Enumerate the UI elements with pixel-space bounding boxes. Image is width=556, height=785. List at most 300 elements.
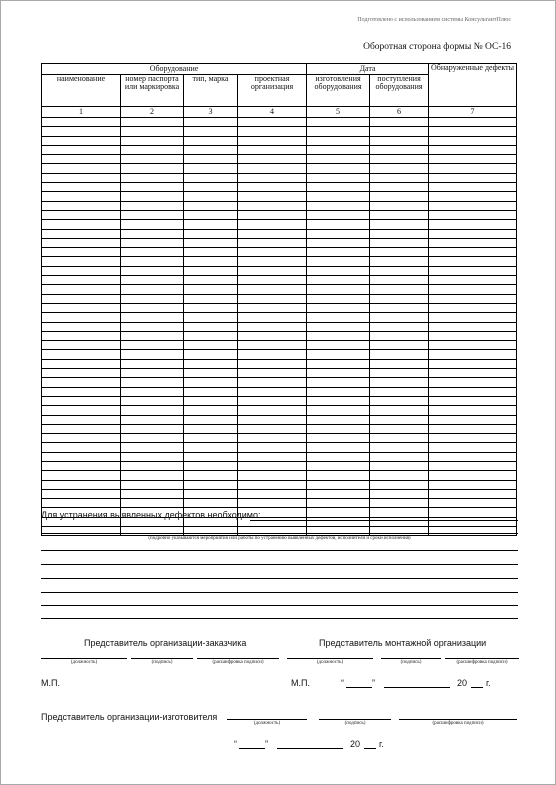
table-cell[interactable] — [307, 461, 370, 470]
table-cell[interactable] — [307, 415, 370, 424]
table-cell[interactable] — [429, 183, 517, 192]
table-cell[interactable] — [121, 183, 184, 192]
table-cell[interactable] — [370, 266, 429, 275]
table-cell[interactable] — [238, 201, 307, 210]
table-cell[interactable] — [121, 313, 184, 322]
table-cell[interactable] — [370, 443, 429, 452]
table-cell[interactable] — [184, 118, 238, 127]
table-cell[interactable] — [42, 192, 121, 201]
table-cell[interactable] — [184, 489, 238, 498]
table-cell[interactable] — [42, 378, 121, 387]
table-cell[interactable] — [429, 471, 517, 480]
table-cell[interactable] — [429, 527, 517, 536]
table-cell[interactable] — [238, 220, 307, 229]
table-cell[interactable] — [370, 164, 429, 173]
table-cell[interactable] — [307, 257, 370, 266]
table-cell[interactable] — [184, 155, 238, 164]
table-cell[interactable] — [238, 136, 307, 145]
table-cell[interactable] — [184, 415, 238, 424]
table-cell[interactable] — [184, 527, 238, 536]
table-cell[interactable] — [307, 499, 370, 508]
table-cell[interactable] — [370, 415, 429, 424]
table-cell[interactable] — [121, 220, 184, 229]
table-cell[interactable] — [184, 303, 238, 312]
table-cell[interactable] — [184, 369, 238, 378]
table-cell[interactable] — [307, 276, 370, 285]
table-cell[interactable] — [238, 322, 307, 331]
table-cell[interactable] — [121, 461, 184, 470]
table-cell[interactable] — [42, 248, 121, 257]
table-cell[interactable] — [184, 276, 238, 285]
table-cell[interactable] — [429, 387, 517, 396]
table-cell[interactable] — [42, 303, 121, 312]
table-cell[interactable] — [238, 434, 307, 443]
table-cell[interactable] — [307, 285, 370, 294]
table-cell[interactable] — [121, 229, 184, 238]
table-cell[interactable] — [184, 201, 238, 210]
table-cell[interactable] — [238, 118, 307, 127]
table-cell[interactable] — [238, 303, 307, 312]
table-cell[interactable] — [121, 387, 184, 396]
table-cell[interactable] — [429, 266, 517, 275]
table-cell[interactable] — [121, 136, 184, 145]
table-cell[interactable] — [307, 387, 370, 396]
table-cell[interactable] — [238, 406, 307, 415]
table-cell[interactable] — [429, 145, 517, 154]
table-cell[interactable] — [370, 155, 429, 164]
table-cell[interactable] — [184, 313, 238, 322]
table-cell[interactable] — [238, 331, 307, 340]
table-cell[interactable] — [42, 415, 121, 424]
table-cell[interactable] — [238, 396, 307, 405]
table-cell[interactable] — [238, 452, 307, 461]
table-cell[interactable] — [429, 508, 517, 517]
table-cell[interactable] — [121, 322, 184, 331]
table-cell[interactable] — [307, 248, 370, 257]
table-cell[interactable] — [184, 192, 238, 201]
table-cell[interactable] — [184, 443, 238, 452]
table-cell[interactable] — [42, 220, 121, 229]
table-cell[interactable] — [42, 183, 121, 192]
table-cell[interactable] — [238, 424, 307, 433]
table-cell[interactable] — [184, 378, 238, 387]
table-cell[interactable] — [42, 443, 121, 452]
table-cell[interactable] — [370, 285, 429, 294]
table-cell[interactable] — [370, 331, 429, 340]
table-cell[interactable] — [42, 164, 121, 173]
table-cell[interactable] — [121, 434, 184, 443]
table-cell[interactable] — [121, 276, 184, 285]
table-cell[interactable] — [238, 266, 307, 275]
table-cell[interactable] — [238, 480, 307, 489]
table-cell[interactable] — [184, 424, 238, 433]
table-cell[interactable] — [429, 285, 517, 294]
table-cell[interactable] — [238, 276, 307, 285]
table-cell[interactable] — [307, 229, 370, 238]
table-cell[interactable] — [307, 369, 370, 378]
table-cell[interactable] — [121, 378, 184, 387]
table-cell[interactable] — [429, 155, 517, 164]
table-cell[interactable] — [42, 331, 121, 340]
table-cell[interactable] — [429, 294, 517, 303]
table-cell[interactable] — [307, 155, 370, 164]
table-cell[interactable] — [238, 499, 307, 508]
table-cell[interactable] — [370, 210, 429, 219]
table-cell[interactable] — [370, 406, 429, 415]
table-cell[interactable] — [42, 155, 121, 164]
table-cell[interactable] — [121, 155, 184, 164]
table-cell[interactable] — [370, 350, 429, 359]
table-cell[interactable] — [370, 341, 429, 350]
table-cell[interactable] — [307, 517, 370, 526]
table-cell[interactable] — [184, 471, 238, 480]
table-cell[interactable] — [370, 220, 429, 229]
table-cell[interactable] — [42, 359, 121, 368]
table-cell[interactable] — [121, 285, 184, 294]
table-cell[interactable] — [429, 127, 517, 136]
table-cell[interactable] — [307, 164, 370, 173]
table-cell[interactable] — [307, 313, 370, 322]
table-cell[interactable] — [42, 173, 121, 182]
table-cell[interactable] — [307, 201, 370, 210]
table-cell[interactable] — [121, 173, 184, 182]
table-cell[interactable] — [307, 145, 370, 154]
table-cell[interactable] — [238, 294, 307, 303]
table-cell[interactable] — [370, 136, 429, 145]
table-cell[interactable] — [42, 527, 121, 536]
table-cell[interactable] — [307, 341, 370, 350]
table-cell[interactable] — [121, 489, 184, 498]
table-cell[interactable] — [429, 164, 517, 173]
table-cell[interactable] — [121, 266, 184, 275]
table-cell[interactable] — [370, 461, 429, 470]
table-cell[interactable] — [121, 443, 184, 452]
table-cell[interactable] — [307, 331, 370, 340]
table-cell[interactable] — [121, 238, 184, 247]
table-cell[interactable] — [42, 499, 121, 508]
table-cell[interactable] — [184, 396, 238, 405]
table-cell[interactable] — [42, 127, 121, 136]
table-cell[interactable] — [307, 238, 370, 247]
table-cell[interactable] — [429, 210, 517, 219]
table-cell[interactable] — [429, 229, 517, 238]
table-cell[interactable] — [184, 331, 238, 340]
table-cell[interactable] — [429, 173, 517, 182]
table-cell[interactable] — [42, 294, 121, 303]
table-cell[interactable] — [184, 359, 238, 368]
table-cell[interactable] — [42, 276, 121, 285]
table-cell[interactable] — [370, 238, 429, 247]
table-cell[interactable] — [121, 210, 184, 219]
table-cell[interactable] — [307, 210, 370, 219]
table-cell[interactable] — [307, 424, 370, 433]
table-cell[interactable] — [238, 248, 307, 257]
table-cell[interactable] — [121, 480, 184, 489]
table-cell[interactable] — [42, 434, 121, 443]
table-cell[interactable] — [121, 341, 184, 350]
table-cell[interactable] — [238, 443, 307, 452]
table-cell[interactable] — [429, 359, 517, 368]
table-cell[interactable] — [42, 424, 121, 433]
table-cell[interactable] — [307, 443, 370, 452]
table-cell[interactable] — [238, 387, 307, 396]
table-cell[interactable] — [429, 238, 517, 247]
table-cell[interactable] — [307, 266, 370, 275]
table-cell[interactable] — [184, 127, 238, 136]
table-cell[interactable] — [370, 369, 429, 378]
table-cell[interactable] — [370, 303, 429, 312]
table-cell[interactable] — [121, 303, 184, 312]
table-cell[interactable] — [238, 257, 307, 266]
table-cell[interactable] — [370, 517, 429, 526]
table-cell[interactable] — [370, 434, 429, 443]
table-cell[interactable] — [121, 369, 184, 378]
table-cell[interactable] — [307, 359, 370, 368]
table-cell[interactable] — [121, 164, 184, 173]
table-cell[interactable] — [184, 164, 238, 173]
table-cell[interactable] — [307, 480, 370, 489]
table-cell[interactable] — [307, 294, 370, 303]
table-cell[interactable] — [429, 322, 517, 331]
table-cell[interactable] — [121, 396, 184, 405]
table-cell[interactable] — [121, 424, 184, 433]
table-cell[interactable] — [307, 127, 370, 136]
table-cell[interactable] — [42, 238, 121, 247]
table-cell[interactable] — [42, 313, 121, 322]
table-cell[interactable] — [429, 331, 517, 340]
table-cell[interactable] — [307, 508, 370, 517]
table-cell[interactable] — [370, 201, 429, 210]
table-cell[interactable] — [184, 266, 238, 275]
table-cell[interactable] — [238, 359, 307, 368]
table-cell[interactable] — [121, 192, 184, 201]
table-cell[interactable] — [307, 136, 370, 145]
table-cell[interactable] — [121, 118, 184, 127]
table-cell[interactable] — [238, 145, 307, 154]
table-cell[interactable] — [238, 378, 307, 387]
table-cell[interactable] — [184, 322, 238, 331]
table-cell[interactable] — [307, 434, 370, 443]
table-cell[interactable] — [121, 294, 184, 303]
table-cell[interactable] — [121, 248, 184, 257]
table-cell[interactable] — [370, 359, 429, 368]
table-cell[interactable] — [238, 173, 307, 182]
table-cell[interactable] — [307, 322, 370, 331]
table-cell[interactable] — [370, 294, 429, 303]
table-cell[interactable] — [121, 145, 184, 154]
table-cell[interactable] — [370, 118, 429, 127]
table-cell[interactable] — [238, 415, 307, 424]
table-cell[interactable] — [238, 229, 307, 238]
table-cell[interactable] — [307, 406, 370, 415]
table-cell[interactable] — [184, 173, 238, 182]
table-cell[interactable] — [42, 350, 121, 359]
table-cell[interactable] — [370, 424, 429, 433]
table-cell[interactable] — [429, 350, 517, 359]
table-cell[interactable] — [121, 527, 184, 536]
table-cell[interactable] — [238, 461, 307, 470]
table-cell[interactable] — [429, 396, 517, 405]
table-cell[interactable] — [238, 192, 307, 201]
table-cell[interactable] — [184, 294, 238, 303]
table-cell[interactable] — [121, 415, 184, 424]
table-cell[interactable] — [42, 369, 121, 378]
table-cell[interactable] — [307, 118, 370, 127]
table-cell[interactable] — [184, 238, 238, 247]
table-cell[interactable] — [370, 489, 429, 498]
table-cell[interactable] — [429, 480, 517, 489]
table-cell[interactable] — [42, 461, 121, 470]
table-cell[interactable] — [42, 229, 121, 238]
table-cell[interactable] — [370, 257, 429, 266]
table-cell[interactable] — [184, 387, 238, 396]
table-cell[interactable] — [42, 480, 121, 489]
table-cell[interactable] — [238, 285, 307, 294]
table-cell[interactable] — [307, 396, 370, 405]
table-cell[interactable] — [307, 452, 370, 461]
table-cell[interactable] — [307, 378, 370, 387]
table-cell[interactable] — [429, 415, 517, 424]
table-cell[interactable] — [184, 480, 238, 489]
table-cell[interactable] — [370, 192, 429, 201]
table-cell[interactable] — [238, 471, 307, 480]
table-cell[interactable] — [370, 499, 429, 508]
table-cell[interactable] — [42, 322, 121, 331]
table-cell[interactable] — [307, 489, 370, 498]
table-cell[interactable] — [121, 350, 184, 359]
table-cell[interactable] — [429, 443, 517, 452]
table-cell[interactable] — [307, 220, 370, 229]
table-cell[interactable] — [121, 257, 184, 266]
table-cell[interactable] — [184, 350, 238, 359]
table-cell[interactable] — [429, 313, 517, 322]
table-cell[interactable] — [42, 118, 121, 127]
table-cell[interactable] — [429, 201, 517, 210]
table-cell[interactable] — [370, 396, 429, 405]
table-cell[interactable] — [429, 276, 517, 285]
table-cell[interactable] — [42, 489, 121, 498]
table-cell[interactable] — [429, 489, 517, 498]
table-cell[interactable] — [429, 406, 517, 415]
table-cell[interactable] — [370, 127, 429, 136]
table-cell[interactable] — [121, 127, 184, 136]
table-cell[interactable] — [121, 331, 184, 340]
table-cell[interactable] — [238, 341, 307, 350]
table-cell[interactable] — [370, 229, 429, 238]
table-cell[interactable] — [42, 341, 121, 350]
table-cell[interactable] — [184, 341, 238, 350]
table-cell[interactable] — [238, 127, 307, 136]
table-cell[interactable] — [429, 499, 517, 508]
table-cell[interactable] — [42, 145, 121, 154]
table-cell[interactable] — [429, 369, 517, 378]
table-cell[interactable] — [184, 406, 238, 415]
table-cell[interactable] — [238, 183, 307, 192]
table-cell[interactable] — [370, 173, 429, 182]
table-cell[interactable] — [121, 406, 184, 415]
table-cell[interactable] — [370, 527, 429, 536]
table-cell[interactable] — [429, 136, 517, 145]
table-cell[interactable] — [429, 378, 517, 387]
table-cell[interactable] — [307, 471, 370, 480]
table-cell[interactable] — [370, 480, 429, 489]
table-cell[interactable] — [370, 387, 429, 396]
table-cell[interactable] — [121, 201, 184, 210]
table-cell[interactable] — [42, 452, 121, 461]
table-cell[interactable] — [307, 350, 370, 359]
table-cell[interactable] — [42, 285, 121, 294]
table-cell[interactable] — [121, 499, 184, 508]
table-cell[interactable] — [184, 145, 238, 154]
table-cell[interactable] — [370, 313, 429, 322]
table-cell[interactable] — [42, 406, 121, 415]
table-cell[interactable] — [42, 266, 121, 275]
table-cell[interactable] — [429, 424, 517, 433]
table-cell[interactable] — [184, 499, 238, 508]
table-cell[interactable] — [307, 192, 370, 201]
table-cell[interactable] — [307, 183, 370, 192]
table-cell[interactable] — [429, 257, 517, 266]
table-cell[interactable] — [429, 341, 517, 350]
table-cell[interactable] — [370, 145, 429, 154]
table-cell[interactable] — [238, 489, 307, 498]
table-cell[interactable] — [370, 508, 429, 517]
table-cell[interactable] — [184, 210, 238, 219]
table-cell[interactable] — [307, 173, 370, 182]
table-cell[interactable] — [184, 220, 238, 229]
table-cell[interactable] — [184, 229, 238, 238]
table-cell[interactable] — [429, 434, 517, 443]
table-cell[interactable] — [429, 118, 517, 127]
table-cell[interactable] — [42, 396, 121, 405]
table-cell[interactable] — [184, 461, 238, 470]
table-cell[interactable] — [121, 359, 184, 368]
table-cell[interactable] — [238, 238, 307, 247]
table-cell[interactable] — [184, 248, 238, 257]
table-cell[interactable] — [429, 461, 517, 470]
table-cell[interactable] — [121, 471, 184, 480]
table-cell[interactable] — [429, 517, 517, 526]
table-cell[interactable] — [370, 378, 429, 387]
table-cell[interactable] — [184, 136, 238, 145]
table-cell[interactable] — [121, 452, 184, 461]
table-cell[interactable] — [184, 183, 238, 192]
table-cell[interactable] — [238, 155, 307, 164]
table-cell[interactable] — [370, 183, 429, 192]
table-cell[interactable] — [429, 452, 517, 461]
table-cell[interactable] — [184, 285, 238, 294]
table-cell[interactable] — [184, 452, 238, 461]
table-cell[interactable] — [238, 369, 307, 378]
table-cell[interactable] — [42, 387, 121, 396]
table-cell[interactable] — [429, 303, 517, 312]
table-cell[interactable] — [184, 257, 238, 266]
table-cell[interactable] — [238, 313, 307, 322]
table-cell[interactable] — [238, 527, 307, 536]
table-cell[interactable] — [429, 220, 517, 229]
table-cell[interactable] — [370, 322, 429, 331]
table-cell[interactable] — [238, 210, 307, 219]
table-cell[interactable] — [370, 276, 429, 285]
table-cell[interactable] — [42, 210, 121, 219]
table-cell[interactable] — [42, 136, 121, 145]
table-cell[interactable] — [184, 434, 238, 443]
table-cell[interactable] — [238, 350, 307, 359]
table-cell[interactable] — [238, 164, 307, 173]
table-cell[interactable] — [42, 471, 121, 480]
table-cell[interactable] — [370, 248, 429, 257]
table-cell[interactable] — [370, 452, 429, 461]
